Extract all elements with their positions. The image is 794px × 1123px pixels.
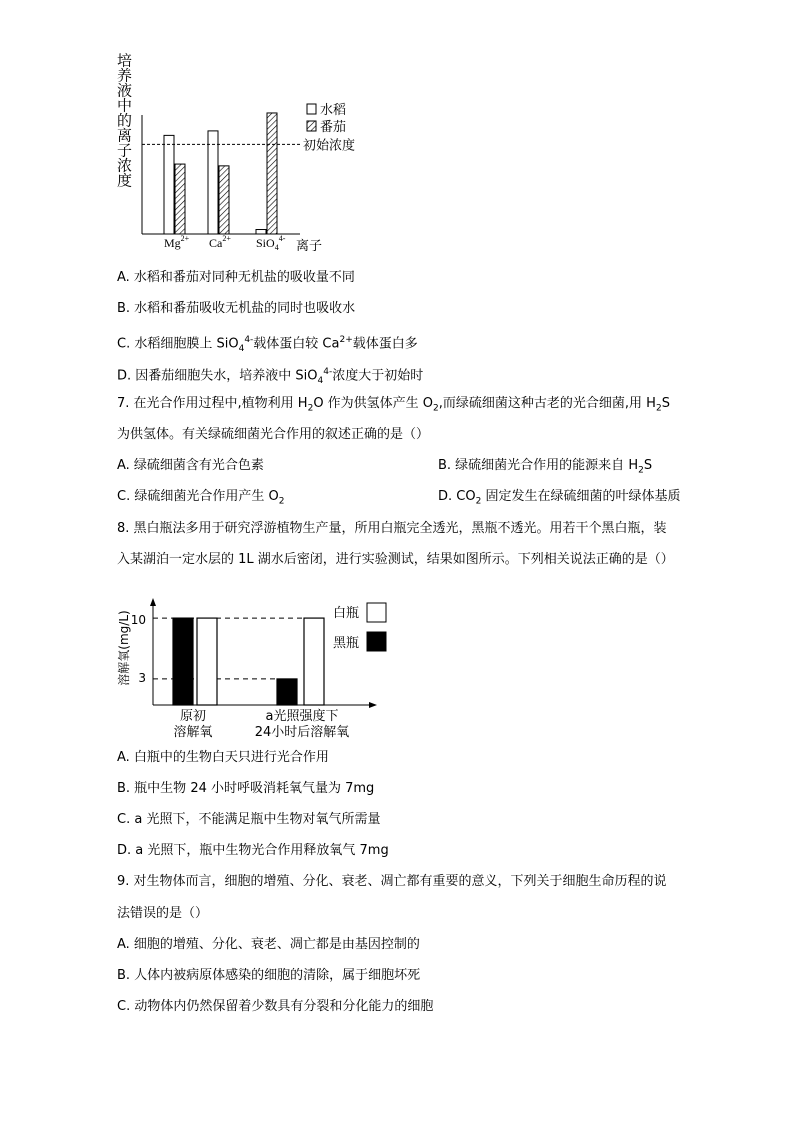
chart1-bar-tomato-2	[267, 113, 277, 234]
q8-option-a: A. 白瓶中的生物白天只进行光合作用	[117, 750, 329, 765]
q9-option-a: A. 细胞的增殖、分化、衰老、凋亡都是由基因控制的	[117, 937, 420, 952]
q7-l1-b: O 作为供氢体产生 O	[313, 396, 434, 411]
chart1-bar-rice-2	[256, 230, 266, 234]
chart1-xlabel: 离子	[296, 239, 323, 254]
q7-option-b	[438, 457, 652, 480]
chart2-ytick-3: 3	[138, 671, 146, 685]
q7-option-c	[117, 488, 284, 511]
chart1-bar-tomato-1	[219, 166, 229, 234]
chart2-ytick-10: 10	[130, 613, 146, 627]
legend-black-bottle-label: 黑瓶	[333, 636, 360, 651]
q6-d-sub: 4	[317, 375, 324, 386]
chart2-bar-white-1	[304, 618, 324, 705]
q9-stem-line2: 法错误的是（）	[117, 906, 209, 921]
chart2-bar-black-1	[277, 679, 297, 705]
q7-b-text2: S	[643, 458, 653, 473]
q7-b-text1: B. 绿硫细菌光合作用的能源来自 H	[438, 458, 639, 473]
q9-option-c: C. 动物体内仍然保留着少数具有分裂和分化能力的细胞	[117, 999, 434, 1014]
chart1-ylabel: 培养液中的离子浓度	[115, 52, 133, 188]
q7-l1-d: S	[661, 396, 670, 411]
q8-stem-line2: 入某湖泊一定水层的 1L 湖水后密闭，进行实验测试，结果如图所示。下列相关说法正确的是（）	[117, 552, 674, 567]
legend-rice-swatch	[307, 104, 316, 114]
q7-l1-a: 7. 在光合作用过程中,植物利用 H	[117, 396, 308, 411]
chart2-legend	[333, 603, 386, 651]
q7-stem-line1	[117, 395, 670, 418]
q6-c-text3: 载体蛋白多	[352, 336, 418, 352]
q6-c-sup: 4-	[244, 335, 254, 345]
q8-stem-line1: 8. 黑白瓶法多用于研究浮游植物生产量，所用白瓶完全透光，黑瓶不透光。用若干个黑白瓶，装	[117, 521, 667, 536]
q7-option-d	[438, 488, 680, 511]
q6-c-text2: 载体蛋白较 Ca	[253, 336, 340, 352]
q7-l1-sub2: 2	[433, 403, 439, 414]
q6-c-sub: 4	[238, 343, 245, 354]
q7-l1-c: ,而绿硫细菌这种古老的光合细菌,用 H	[438, 396, 656, 411]
chart1-bar-rice-1	[208, 131, 218, 234]
q6-c-sup2: 2+	[339, 335, 353, 345]
q6-c-text1: C. 水稻细胞膜上 SiO	[117, 336, 239, 352]
legend-white-bottle-label: 白瓶	[333, 606, 360, 621]
q6-option-a: A. 水稻和番茄对同种无机盐的吸收量不同	[117, 270, 355, 285]
q7-d-sub: 2	[475, 496, 482, 507]
chart2-group2-label2: 24小时后溶解氧	[254, 725, 350, 740]
q9-option-b: B. 人体内被病原体感染的细胞的清除，属于细胞坏死	[117, 968, 421, 983]
q7-c-text1: C. 绿硫细菌光合作用产生 O	[117, 489, 279, 504]
legend-tomato-label: 番茄	[320, 120, 347, 135]
q6-d-text1: D. 因番茄细胞失水，培养液中 SiO	[117, 368, 318, 384]
chart1-xtick-sio4: SiO$_4^{4-}$	[256, 234, 286, 252]
q8-option-d: D. a 光照下，瓶中生物光合作用释放氧气 7mg	[117, 843, 389, 858]
legend-rice-label: 水稻	[320, 103, 347, 118]
legend-white-bottle-swatch	[367, 603, 386, 622]
chart1-xtick-mg: $Mg^{2+}$	[164, 234, 190, 250]
legend-black-bottle-swatch	[367, 632, 386, 651]
chart1-bar-tomato-0	[175, 164, 185, 234]
q6-option-b: B. 水稻和番茄吸收无机盐的同时也吸收水	[117, 301, 356, 316]
q7-d-text2: 固定发生在绿硫细菌的叶绿体基质	[481, 489, 681, 504]
q8-option-c: C. a 光照下，不能满足瓶中生物对氧气所需量	[117, 812, 381, 827]
chart2-bar-white-0	[197, 618, 217, 705]
q6-option-d	[117, 363, 423, 390]
chart1-legend	[307, 102, 346, 135]
chart1-reference-label: 初始浓度	[303, 138, 356, 154]
q7-stem-line2: 为供氢体。有关绿硫细菌光合作用的叙述正确的是（）	[117, 427, 430, 442]
q7-c-sub: 2	[278, 496, 285, 507]
chart2-group2-label1: a光照强度下	[265, 709, 339, 724]
q6-d-text2: 浓度大于初始时	[332, 368, 424, 384]
chart1-xtick-ca: $Ca^{2+}$	[209, 234, 231, 250]
q8-option-b: B. 瓶中生物 24 小时呼吸消耗氧气量为 7mg	[117, 781, 375, 796]
q7-b-sub: 2	[638, 465, 644, 476]
q9-stem-line1: 9. 对生物体而言，细胞的增殖、分化、衰老、凋亡都有重要的意义，下列关于细胞生命历程的说	[117, 874, 667, 889]
q7-d-text1: D. CO	[438, 489, 476, 504]
q6-option-c	[117, 331, 418, 358]
chart2-bar-black-0	[173, 618, 193, 705]
q7-option-a: A. 绿硫细菌含有光合色素	[117, 458, 264, 473]
chart2-group1-label2: 溶解氧	[173, 725, 213, 740]
legend-tomato-swatch	[307, 121, 316, 131]
chart2-ylabel: 溶解氧(mg/L)	[117, 610, 131, 686]
q6-d-sup: 4-	[323, 367, 333, 377]
chart1-bar-rice-0	[164, 135, 174, 234]
q7-l1-sub3: 2	[655, 403, 662, 414]
chart2-group1-label1: 原初	[179, 709, 207, 724]
q7-l1-sub1: 2	[307, 403, 314, 414]
